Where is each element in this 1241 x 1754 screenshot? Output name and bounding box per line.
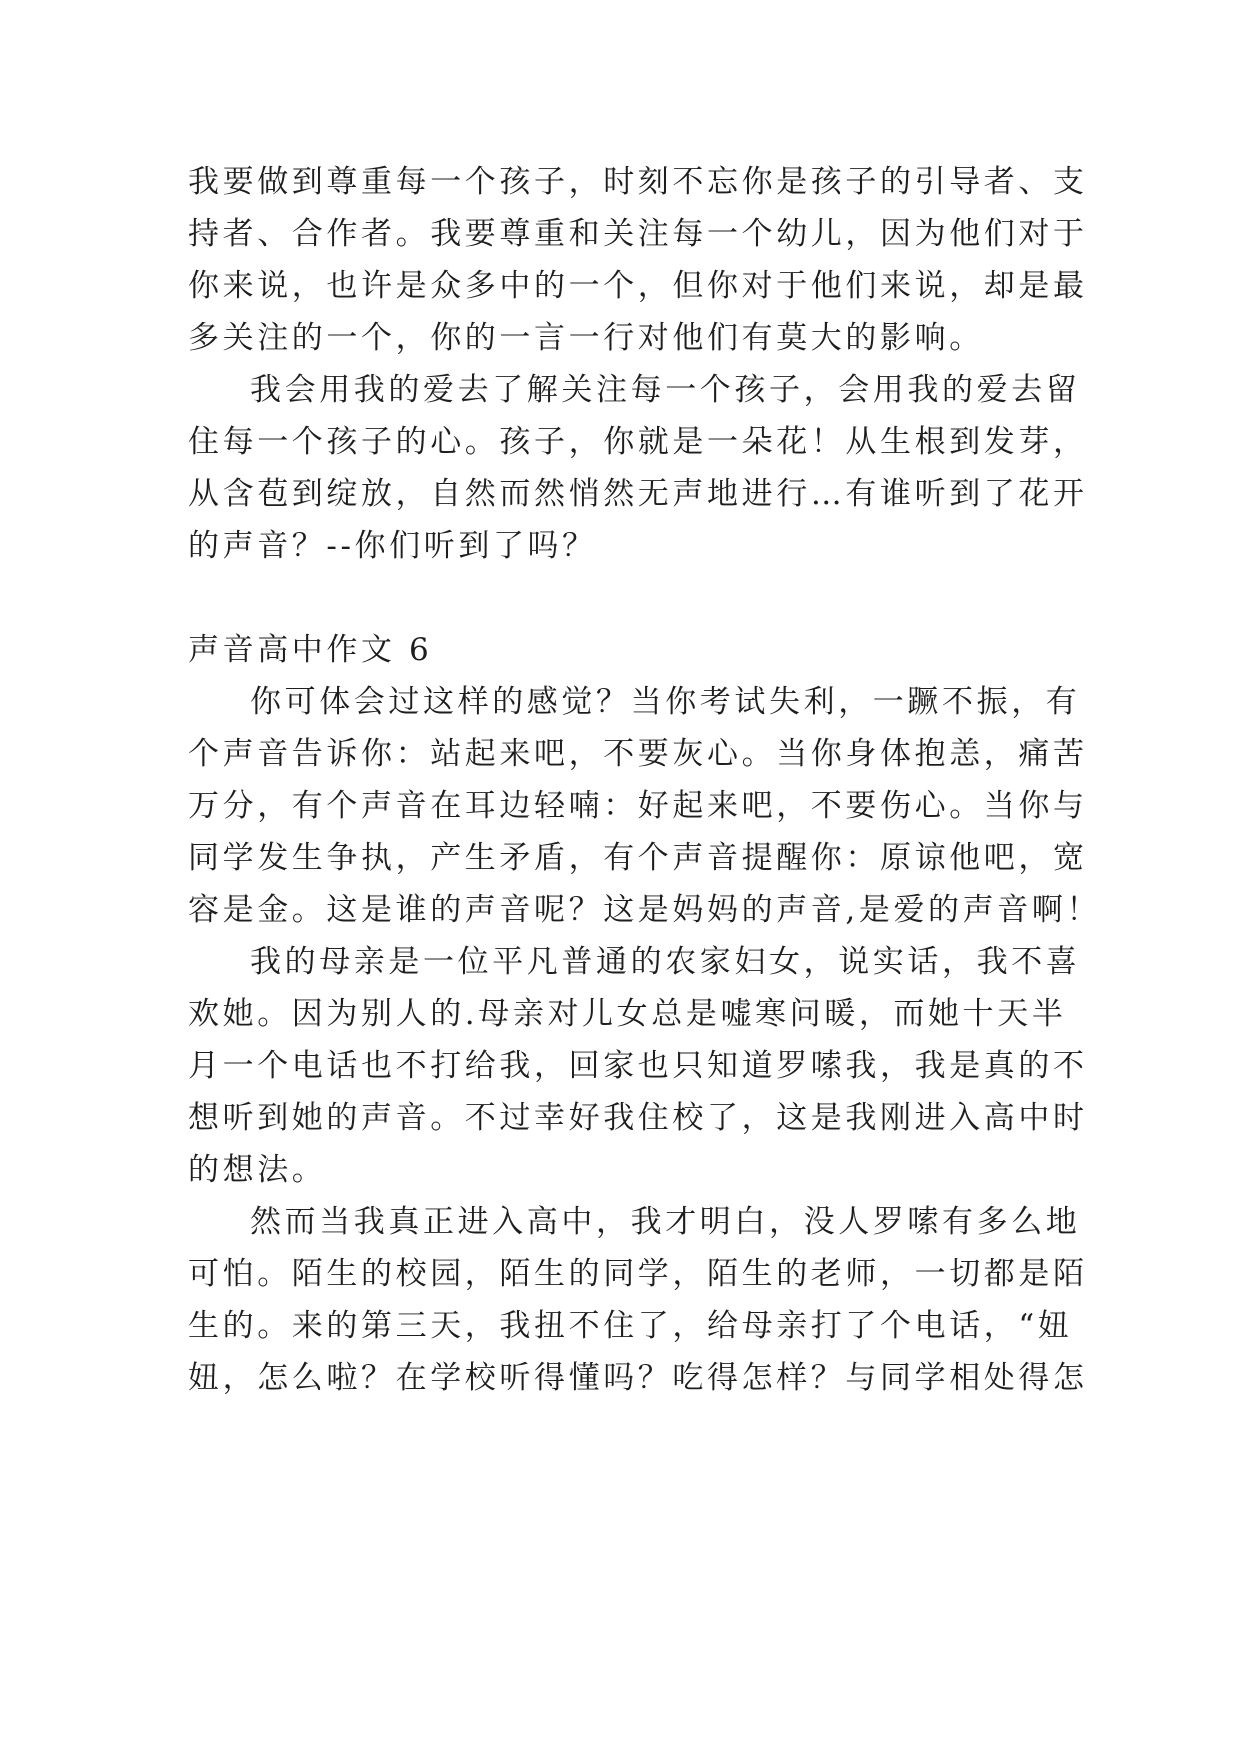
paragraph-first-line: 我的母亲是一位平凡普通的农家妇女，说实话，我不喜 (250, 944, 1081, 980)
text-line: 妞，怎么啦？在学校听得懂吗？吃得怎样？与同学相处得怎 (188, 1360, 1088, 1396)
text-line: 想听到她的声音。不过幸好我住校了，这是我刚进入高中时 (188, 1100, 1088, 1136)
text-line: 住每一个孩子的心。孩子，你就是一朵花！从生根到发芽， (188, 424, 1088, 460)
text-line: 的想法。 (188, 1152, 327, 1188)
section-heading: 声音高中作文 6 (188, 632, 433, 668)
paragraph-first-line: 你可体会过这样的感觉？当你考试失利，一蹶不振，有 (250, 684, 1081, 720)
paragraph-first-line: 我会用我的爱去了解关注每一个孩子，会用我的爱去留 (250, 372, 1081, 408)
text-line: 的声音？--你们听到了吗？ (188, 528, 597, 564)
text-line: 生的。来的第三天，我扭不住了，给母亲打了个电话，“妞 (188, 1308, 1073, 1344)
text-line: 多关注的一个，你的一言一行对他们有莫大的影响。 (188, 320, 984, 356)
text-line: 可怕。陌生的校园，陌生的同学，陌生的老师，一切都是陌 (188, 1256, 1088, 1292)
text-line: 个声音告诉你：站起来吧，不要灰心。当你身体抱恙，痛苦 (188, 736, 1088, 772)
text-line: 持者、合作者。我要尊重和关注每一个幼儿，因为他们对于 (188, 216, 1088, 252)
text-line: 你来说，也许是众多中的一个，但你对于他们来说，却是最 (188, 268, 1088, 304)
text-line: 月一个电话也不打给我，回家也只知道罗嗦我，我是真的不 (188, 1048, 1088, 1084)
text-line: 容是金。这是谁的声音呢？这是妈妈的声音,是爱的声音啊！ (188, 892, 1102, 928)
paragraph-first-line: 然而当我真正进入高中，我才明白，没人罗嗦有多么地 (250, 1204, 1081, 1240)
text-line: 同学发生争执，产生矛盾，有个声音提醒你：原谅他吧，宽 (188, 840, 1088, 876)
text-line: 欢她。因为别人的.母亲对儿女总是嘘寒问暖，而她十天半 (188, 996, 1067, 1032)
text-line: 万分，有个声音在耳边轻喃：好起来吧，不要伤心。当你与 (188, 788, 1088, 824)
text-line: 我要做到尊重每一个孩子，时刻不忘你是孩子的引导者、支 (188, 164, 1088, 200)
text-line: 从含苞到绽放，自然而然悄然无声地进行…有谁听到了花开 (188, 476, 1088, 512)
